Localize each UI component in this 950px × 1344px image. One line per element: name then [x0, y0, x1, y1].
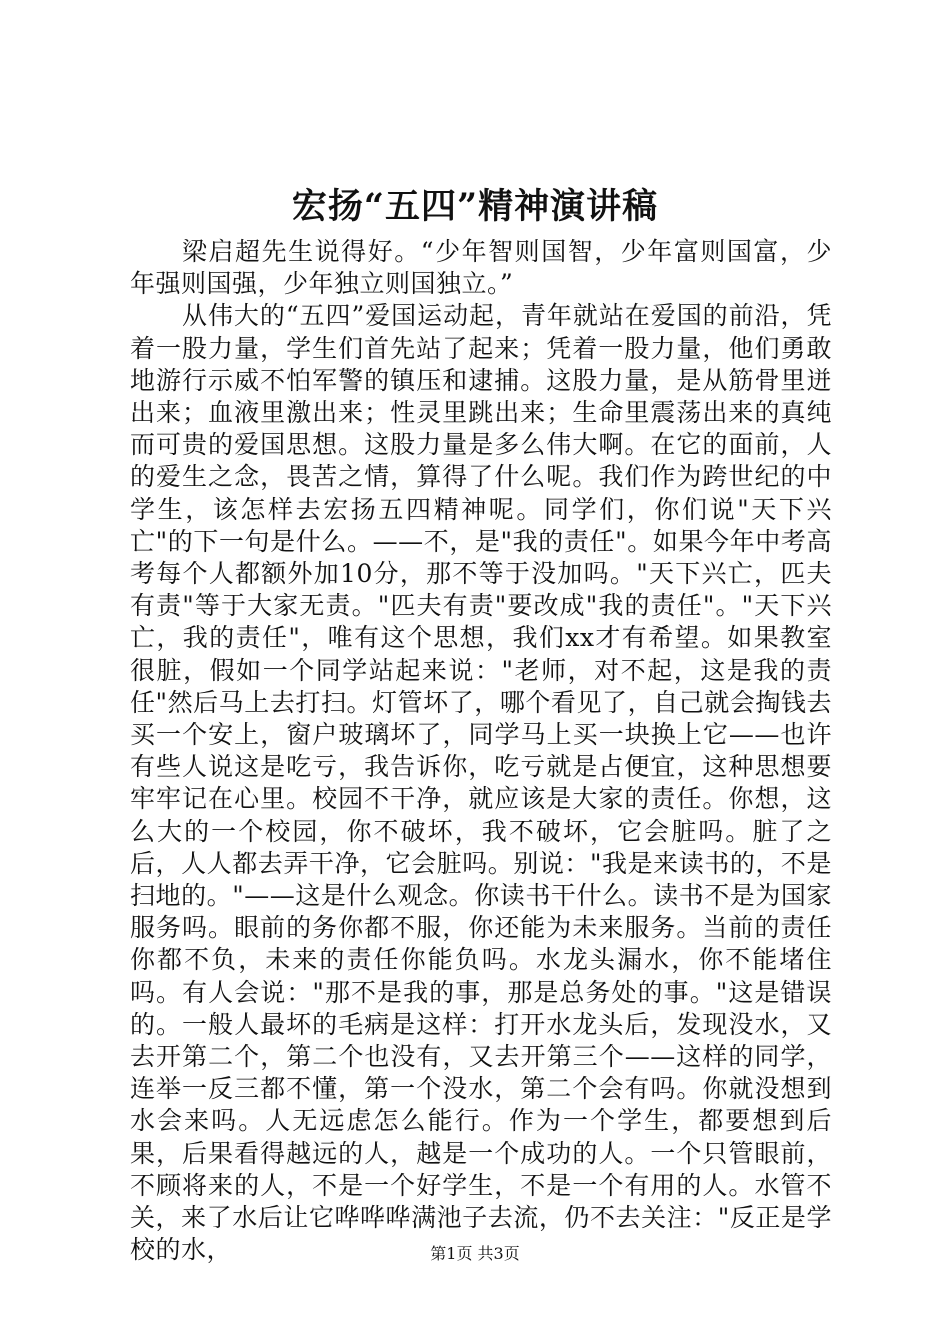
paragraph-1: 梁启超先生说得好。“少年智则国智，少年富则国富，少年强则国强，少年独立则国独立。” [130, 237, 832, 299]
paragraph-2: 从伟大的“五四”爱国运动起，青年就站在爱国的前沿，凭着一股力量，学生们首先站了起来；凭着一股力量，他们勇敢地游行示威不怕军警的镇压和逮捕。这股力量，是从筋骨里迸出来；血液里激出来；性灵里跳出来；生命里震荡出来的真纯而可贵的爱国思想。这股力量是多么伟大啊。在它的面前，人的爱生之念，畏苦之情，算得了什么呢。我们作为跨世纪的中学生，该怎样去宏扬五四精神呢。同学们，你们说"天下兴亡"的下一句是什么。——不，是"我的责任"。如果今年中考高考每个人都额外加10分，那不等于没加吗。"天下兴亡，匹夫有责"等于大家无责。"匹夫有责"要改成"我的责任"。"天下兴亡，我的责任"，唯有这个思想，我们xx才有希望。如果教室很脏，假如一个同学站起来说："老师，对不起，这是我的责任"然后马上去打扫。灯管坏了，哪个看见了，自己就会掏钱去买一个安上，窗户玻璃坏了，同学马上买一块换上它——也许有些人说这是吃亏，我告诉你，吃亏就是占便宜，这种思想要牢牢记在心里。校园不干净，就应该是大家的责任。你想，这么大的一个校园，你不破坏，我不破坏，它会脏吗。脏了之后，人人都去弄干净，它会脏吗。别说："我是来读书的，不是扫地的。"——这是什么观念。你读书干什么。读书不是为国家服务吗。眼前的务你都不服，你还能为未来服务。当前的责任你都不负，未来的责任你能负吗。水龙头漏水，你不能堵住吗。有人会说："那不是我的事，那是总务处的事。"这是错误的。一般人最坏的毛病是这样：打开水龙头后，发现没水，又去开第二个，第二个也没有，又去开第三个——这样的同学，连举一反三都不懂，第一个没水，第二个会有吗。你就没想到水会来吗。人无远虑怎么能行。作为一个学生，都要想到后果，后果看得越远的人，越是一个成功的人。一个只管眼前，不顾将来的人，不是一个好学生，不是一个有用的人。水管不关，来了水后让它哗哗哗满池子去流，仍不去关注："反正是学校的水， [130, 301, 832, 1265]
document-title: 宏扬“五四”精神演讲稿 [291, 186, 659, 227]
page-footer: 第1页 共3页 [430, 1244, 520, 1263]
document-body [130, 236, 832, 1267]
